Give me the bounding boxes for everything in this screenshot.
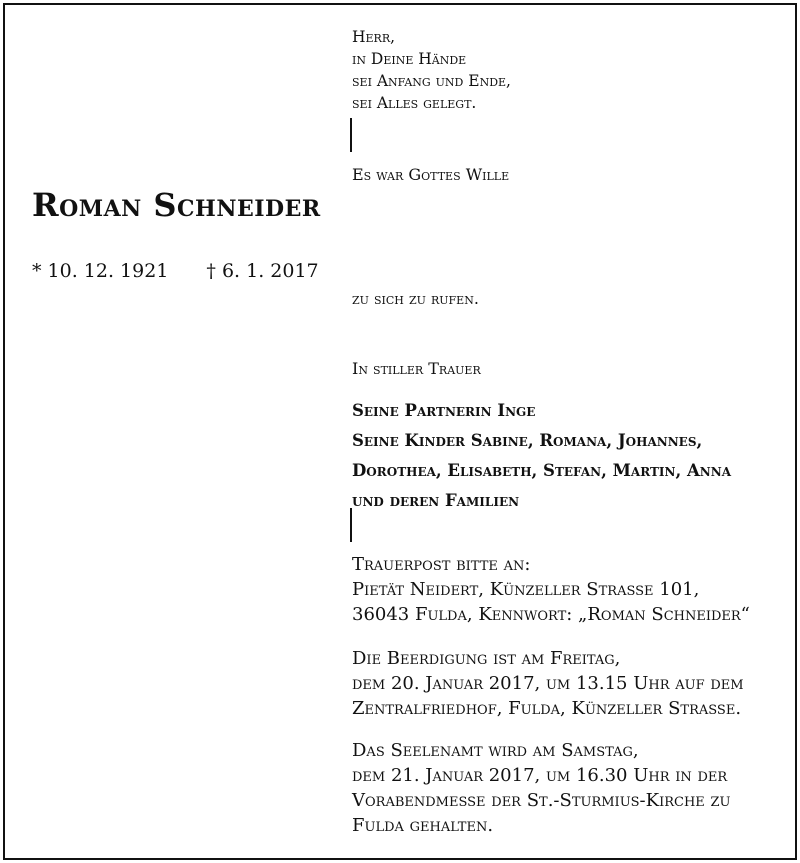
verse-line: sei Anfang und Ende, [352,72,511,90]
family-list [352,396,731,516]
bible-verse [352,26,511,114]
funeral-line: Die Beerdigung ist am Freitag, [352,648,621,669]
condolence-line: Trauerpost bitte an: [352,554,531,575]
birth-date: * 10. 12. 1921 [32,260,169,282]
death-date: † 6. 1. 2017 [206,260,319,282]
funeral-line: Zentralfriedhof, Fulda, Künzeller Strasse. [352,698,742,719]
will-line: Es war Gottes Wille [352,165,510,184]
requiem-line: dem 21. Januar 2017, um 16.30 Uhr in der [352,765,728,786]
funeral-info [352,646,744,721]
requiem-line: Das Seelenamt wird am Samstag, [352,740,639,761]
family-line: und deren Familien [352,491,520,510]
requiem-line: Vorabendmesse der St.-Sturmius-Kirche zu [352,790,731,811]
requiem-info [352,738,731,838]
divider-bar [350,118,352,152]
mourning-line: In stiller Trauer [352,359,481,378]
condolence-line: 36043 Fulda, Kennwort: „Roman Schneider“ [352,604,750,625]
divider-bar [350,508,352,542]
condolence-address [352,552,750,627]
requiem-line: Fulda gehalten. [352,815,494,836]
call-line: zu sich zu rufen. [352,289,479,308]
life-dates [32,260,319,282]
family-line: Dorothea, Elisabeth, Stefan, Martin, Anna [352,461,732,480]
deceased-name: Roman Schneider [32,186,321,224]
verse-line: sei Alles gelegt. [352,94,477,112]
funeral-line: dem 20. Januar 2017, um 13.15 Uhr auf dem [352,673,744,694]
family-line: Seine Kinder Sabine, Romana, Johannes, [352,431,703,450]
verse-line: Herr, [352,28,396,46]
family-line: Seine Partnerin Inge [352,401,536,420]
verse-line: in Deine Hände [352,50,467,68]
condolence-line: Pietät Neidert, Künzeller Strasse 101, [352,579,700,600]
